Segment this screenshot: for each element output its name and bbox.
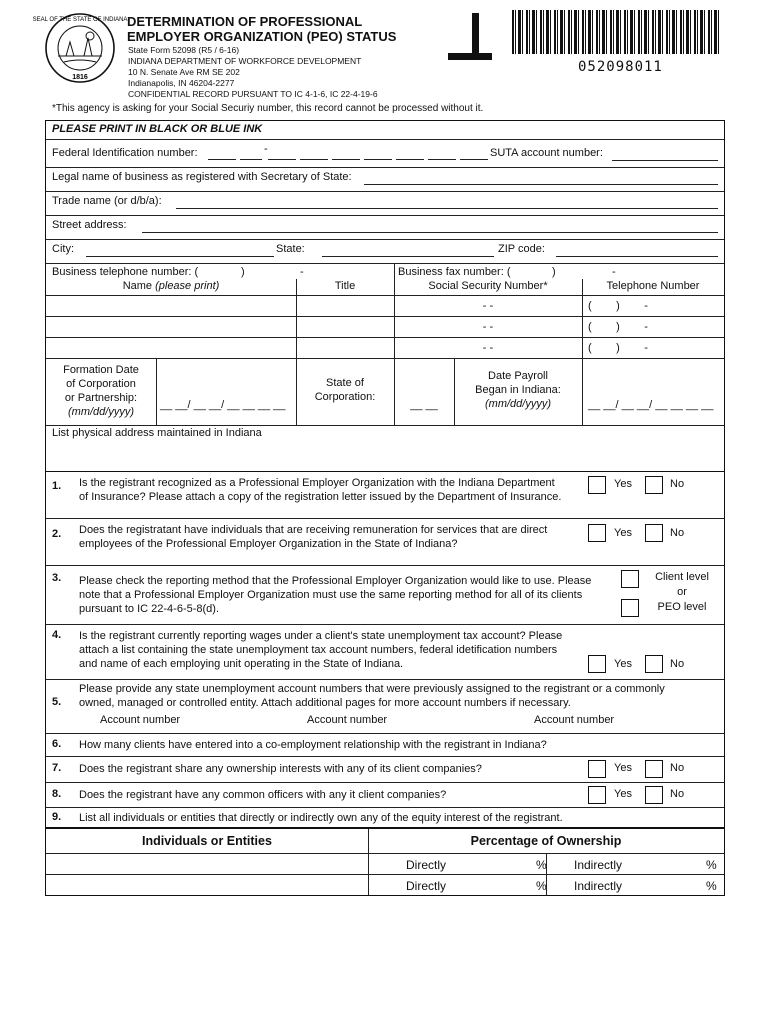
account-number-col3: Account number [534, 714, 615, 726]
q8-no-checkbox[interactable] [645, 786, 663, 804]
federal-id-field[interactable]: - [208, 145, 488, 161]
col-title-header: Title [334, 280, 356, 292]
q8-yes-checkbox[interactable] [588, 786, 606, 804]
barcode-number: 052098011 [578, 59, 663, 75]
physical-address-label: List physical address maintained in Indiana [52, 427, 262, 439]
q4-yes-checkbox[interactable] [588, 655, 606, 673]
form-number: State Form 52098 (R5 / 6-16) [128, 45, 240, 55]
fax-label: Business fax number: ( [398, 266, 511, 278]
officer-row[interactable]: - - ( ) - [482, 342, 648, 354]
state-field[interactable] [322, 256, 494, 257]
registration-mark [472, 13, 479, 55]
agency-address2: Indianapolis, IN 46204-2277 [128, 78, 235, 88]
zip-label: ZIP code: [498, 243, 545, 255]
percentage-header: Percentage of Ownership [470, 834, 622, 848]
q7-yes-checkbox[interactable] [588, 760, 606, 778]
state-of-corporation-field[interactable]: __ __ [410, 399, 438, 411]
street-field[interactable] [142, 232, 718, 233]
seal-year: 1816 [72, 74, 88, 81]
street-label: Street address: [52, 219, 127, 231]
account-number-col2: Account number [307, 714, 388, 726]
zip-field[interactable] [556, 256, 718, 257]
ink-notice: PLEASE PRINT IN BLACK OR BLUE INK [52, 123, 263, 135]
question-6: 6. How many clients have entered into a co-employment relationship with the registrant in Indiana? [52, 738, 547, 751]
question-2: 2. Does the registratant have individuals that are receiving remuneration for services that are direct employees of the Professional Employer Organization in the State of Indiana? Yes No [52, 524, 685, 550]
formation-date-field[interactable]: __ __/ __ __/ __ __ __ __ [160, 399, 286, 411]
confidential-notice: CONFIDENTIAL RECORD PURSUANT TO IC 4-1-6, IC 22-4-19-6 [128, 89, 378, 99]
q3-client-level-checkbox[interactable] [621, 570, 639, 588]
barcode [512, 10, 722, 54]
q2-yes-checkbox[interactable] [588, 524, 606, 542]
payroll-date-field[interactable]: __ __/ __ __/ __ __ __ __ [588, 399, 714, 411]
business-info-section [45, 120, 725, 472]
agency-address1: 10 N. Senate Ave RM SE 202 [128, 67, 240, 77]
col-name-header: Name (please print) [122, 280, 220, 292]
payroll-date-label: Date Payroll Began in Indiana: (mm/dd/yyyy) [475, 370, 561, 410]
suta-field[interactable] [612, 160, 718, 161]
q1-yes-checkbox[interactable] [588, 476, 606, 494]
legal-name-field[interactable] [364, 184, 718, 185]
formation-date-label: Formation Date of Corporation or Partnership: (mm/dd/yyyy) [63, 364, 139, 418]
phone-label: Business telephone number: ( [52, 266, 199, 278]
fax-dash: - [612, 266, 616, 278]
entities-header: Individuals or Entities [142, 834, 272, 848]
city-label: City: [52, 243, 74, 255]
q4-no-checkbox[interactable] [645, 655, 663, 673]
question-4: 4. Is the registrant currently reporting wages under a client's state unemployment tax account? Please attach a list containing the state unemployment tax account numbers, federal idetification numbers and name of each employing unit operating in the State of Indiana. Yes No [46, 625, 724, 679]
ownership-row[interactable]: Directly % Indirectly % [406, 879, 717, 893]
col-phone-header: Telephone Number [606, 280, 700, 292]
city-field[interactable] [86, 256, 274, 257]
state-of-corporation-label: State of Corporation: [314, 377, 376, 403]
suta-label: SUTA account number: [490, 147, 603, 159]
q7-no-checkbox[interactable] [645, 760, 663, 778]
ownership-row[interactable]: Directly % Indirectly % [406, 858, 717, 872]
phone-dash: - [300, 266, 304, 278]
form-title-line2: EMPLOYER ORGANIZATION (PEO) STATUS [127, 29, 397, 44]
question-7: 7. Does the registrant share any ownership interests with any of its client companies? Yes No [46, 757, 724, 782]
q2-no-checkbox[interactable] [645, 524, 663, 542]
q1-no-checkbox[interactable] [645, 476, 663, 494]
question-9: 9. List all individuals or entities that directly or indirectly own any of the equity interest of the registrant. [52, 811, 563, 824]
ssn-notice: *This agency is asking for your Social Securiy number, this record cannot be processed without it. [52, 103, 484, 114]
officer-row[interactable]: - - ( ) - [482, 321, 648, 333]
q3-peo-level-checkbox[interactable] [621, 599, 639, 617]
physical-address-field[interactable] [46, 441, 724, 471]
question-5: 5. Please provide any state unemployment account numbers that were previously assigned to the registrant or a commonly owned, managed or controlled entity. Attach additional pages for more account numbers if necessary. Account number Account number Account number [52, 683, 665, 726]
fax-close: ) [552, 266, 556, 278]
federal-id-label: Federal Identification number: [52, 147, 198, 159]
ownership-table [45, 828, 725, 896]
seal-text: SEAL OF THE STATE OF INDIANA [32, 17, 128, 23]
questions-section [45, 472, 725, 828]
phone-close: ) [241, 266, 245, 278]
legal-name-label: Legal name of business as registered with Secretary of State: [52, 171, 352, 183]
state-label: State: [276, 243, 305, 255]
registration-mark-base [448, 53, 492, 60]
state-seal [32, 12, 128, 84]
trade-name-field[interactable] [176, 208, 718, 209]
question-3: 3. Please check the reporting method that the Professional Employer Organization would like to use. Please note that a Professional Employer Organization must use the same reporting method for all of its clients pursuant to IC 22-4-6-5-8(d). Client level or PEO level [52, 571, 709, 615]
question-8: 8. Does the registrant have any common officers with any it client companies? Yes No [46, 783, 724, 807]
account-number-col1: Account number [100, 714, 181, 726]
agency-name: INDIANA DEPARTMENT OF WORKFORCE DEVELOPMENT [128, 56, 362, 66]
col-ssn-header: Social Security Number* [428, 280, 548, 292]
question-1: 1. Is the registrant recognized as a Professional Employer Organization with the Indiana Department of Insurance? Please attach a copy of the registration letter issued by the Department of Insurance. Yes No [52, 477, 685, 503]
officer-row[interactable]: - - ( ) - [482, 300, 648, 312]
trade-name-label: Trade name (or d/b/a): [52, 195, 162, 207]
form-title-line1: DETERMINATION OF PROFESSIONAL [127, 14, 363, 29]
